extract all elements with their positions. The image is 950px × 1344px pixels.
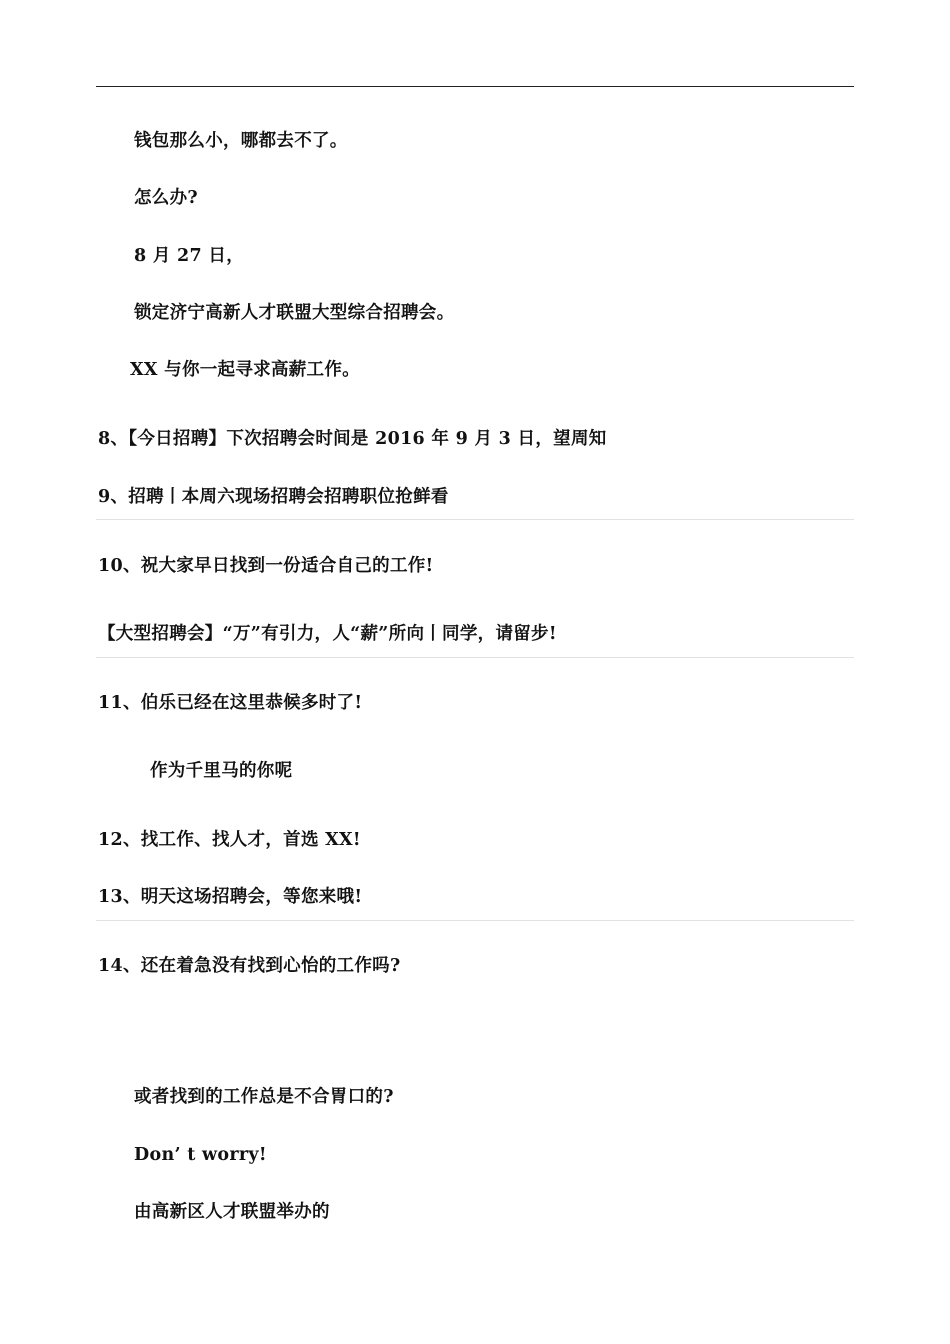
text-line-4: 锁定济宁高新人才联盟大型综合招聘会。 [134,303,455,323]
list-item-14: 14、还在着急没有找到心怡的工作吗? [98,956,401,976]
text-line-11b: 作为千里马的你呢 [150,761,293,781]
text-line-2: 怎么办? [134,188,198,208]
text-line-3: 8 月 27 日， [134,246,245,266]
section-divider [96,519,854,520]
headline-job-fair: 【大型招聘会】“万”有引力，人“薪”所向丨同学，请留步! [98,624,557,644]
text-line-1: 钱包那么小，哪都去不了。 [134,131,348,151]
section-divider [96,657,854,658]
text-line-14b: 或者找到的工作总是不合胃口的? [134,1087,394,1107]
list-item-11: 11、伯乐已经在这里恭候多时了! [98,693,363,713]
text-line-14c: Don’ t worry! [134,1145,267,1165]
list-item-9: 9、招聘丨本周六现场招聘会招聘职位抢鲜看 [98,487,449,507]
section-divider [96,920,854,921]
list-item-12: 12、找工作、找人才，首选 XX! [98,830,361,850]
text-line-5: XX 与你一起寻求高薪工作。 [130,360,360,380]
text-line-14d: 由高新区人才联盟举办的 [134,1202,330,1222]
header-rule [96,86,854,87]
list-item-8: 8、【今日招聘】下次招聘会时间是 2016 年 9 月 3 日，望周知 [98,429,607,449]
list-item-10: 10、祝大家早日找到一份适合自己的工作! [98,556,434,576]
list-item-13: 13、明天这场招聘会，等您来哦! [98,887,363,907]
